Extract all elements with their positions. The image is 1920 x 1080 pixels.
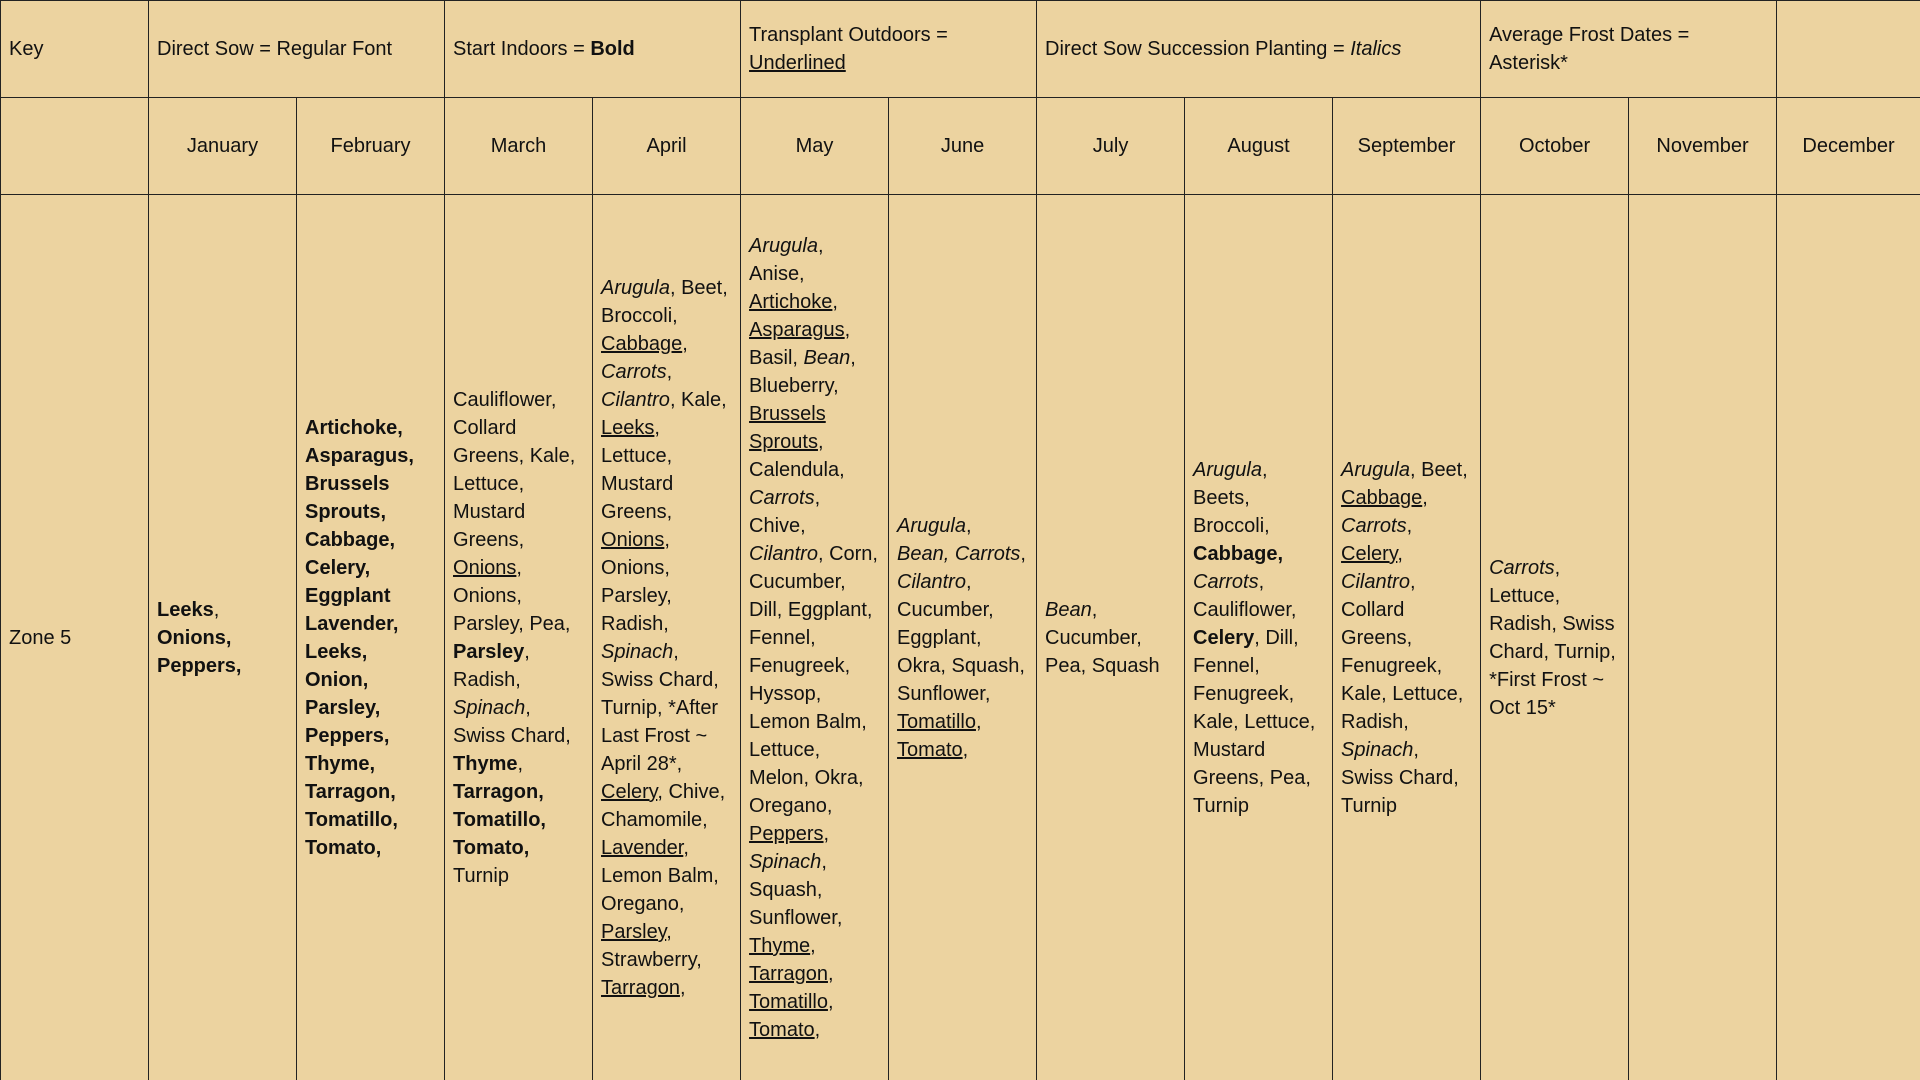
crop-text-segment: Carrots [601,361,667,383]
crop-text-segment: , Swiss Chard, [453,697,571,747]
key-transplant-prefix: Transplant Outdoors = [749,24,948,46]
crop-text-segment: Asparagus [749,319,845,341]
crop-text-segment: , Squash, Sunflower, [749,851,843,929]
crop-text-segment: Onions [453,557,517,579]
month-header: August [1185,98,1333,195]
crop-text-segment: , [1422,487,1428,509]
crop-text-segment: , Lettuce, Mustard Greens, [601,417,674,523]
zone-month-cell [1185,195,1333,1080]
crop-text-segment: , [679,977,686,999]
crop-text-segment: Cauliflower, Collard Greens, Kale, Lettuce, Mustard Greens, [453,389,576,551]
crop-text-segment: Tarragon [749,963,828,985]
crop-text-segment: , Swiss Chard, Turnip [1341,739,1459,817]
key-direct-sow-prefix: Direct Sow = [157,38,277,60]
zone-month-cell [889,195,1037,1080]
crop-text-segment: , Kale, [669,389,727,411]
crop-text-segment: Cabbage [601,333,683,355]
crop-text-segment: , [517,753,524,775]
month-header: January [149,98,297,195]
crop-text-segment: Peppers [749,823,824,845]
crop-text-segment: Tarragon [601,977,680,999]
crop-text-segment: Parsley [453,641,525,663]
month-header: July [1037,98,1185,195]
zone-month-cell [149,195,297,1080]
zone-month-cell [1629,195,1777,1080]
crop-text-segment: Cabbage, [1193,543,1284,565]
crop-text-segment: Onions [601,529,665,551]
crop-text-segment: , Dill, Fennel, Fenugreek, Kale, Lettuce, Mustard Greens, Pea, Turnip [1193,627,1316,817]
crop-text-segment: Spinach [1341,739,1414,761]
key-direct-sow-style: Regular Font [276,38,393,60]
month-header: February [297,98,445,195]
zone-month-cell [593,195,741,1080]
month-header: November [1629,98,1777,195]
crop-text-segment: , Anise, [749,235,824,285]
crop-text-segment: Bean [1045,599,1092,621]
month-header: October [1481,98,1629,195]
crop-text-segment: , Strawberry, [601,921,702,971]
crop-text-segment: Brussels Sprouts [749,403,826,453]
crop-text-segment: Bean, Carrots [897,543,1021,565]
crop-text-segment: , Onions, Parsley, Radish, [601,529,672,635]
crop-text-segment: , [832,291,838,313]
crop-text-segment: , [827,963,834,985]
zone-month-cell [297,195,445,1080]
key-transplant [741,1,1037,98]
crop-text-segment: Tomato [749,1019,815,1041]
crop-text-segment: Artichoke, Asparagus, Brussels Sprouts, Cabbage, Celery, Eggplant Lavender, Leeks, Onion, Parsley, Peppers, Thyme, Tarragon, Tomatillo, Tomato, [305,417,414,859]
crop-text-segment: , [810,935,816,957]
crop-text-segment: Thyme [453,753,518,775]
month-header: December [1777,98,1920,195]
crop-text-segment: Cilantro [601,389,670,411]
zone-month-cell [1333,195,1481,1080]
crop-text-segment: Leeks [157,599,214,621]
key-succession-prefix: Direct Sow Succession Planting = [1045,38,1351,60]
crop-text-segment: Cilantro [1341,571,1410,593]
crop-text-segment: , [965,515,972,537]
crop-text-segment: , Cucumber, Eggplant, Okra, Squash, Sunflower, [897,571,1025,705]
key-row [1,1,1920,98]
crop-text-segment: Carrots [1341,515,1407,537]
crop-text-segment: Arugula [1193,459,1262,481]
crop-text-segment: , [682,333,688,355]
zone-month-cell [741,195,889,1080]
crop-text-segment: , [1020,543,1026,565]
crop-text-segment: , Beets, Broccoli, [1193,459,1270,537]
crop-text-segment: Arugula [1341,459,1410,481]
crop-text-segment: Carrots [1193,571,1259,593]
key-start-indoors-prefix: Start Indoors = [453,38,591,60]
crop-text-segment: Spinach [453,697,526,719]
crop-text-segment: Leeks [601,417,655,439]
crop-text-segment: , [823,823,830,845]
crop-text-segment: Celery [1193,627,1255,649]
key-start-indoors [445,1,741,98]
month-row-label [1,98,149,195]
crop-text-segment: , Basil, [749,319,851,369]
zone-month-cell [1777,195,1920,1080]
crop-text-segment: , Chive, Chamomile, [601,781,726,831]
crop-text-segment: , Cucumber, Pea, Squash [1045,599,1160,677]
crop-text-segment: Artichoke [749,291,833,313]
crop-text-segment: , [962,739,969,761]
crop-text-segment: , Swiss Chard, Turnip, *After Last Frost ~ April 28*, [601,641,719,775]
crop-text-segment: , Lemon Balm, Oregano, [601,837,719,915]
crop-text-segment: Tomatillo [897,711,976,733]
zone-label: Zone 5 [1,195,149,1080]
crop-text-segment: Lavender [601,837,684,859]
crop-text-segment: Arugula [601,277,670,299]
key-transplant-style: Underlined [749,52,846,74]
month-header: September [1333,98,1481,195]
crop-text-segment: , Calendula, [749,431,845,481]
crop-text-segment: , Beet, Broccoli, [601,277,728,327]
crop-text-segment: , [814,1019,821,1041]
crop-text-segment: , Corn, Cucumber, Dill, Eggplant, Fennel, Fenugreek, Hyssop, Lemon Balm, Lettuce, Melon, Okra, Oregano, [749,543,878,817]
key-succession-style: Italics [1350,38,1402,60]
crop-text-segment: Arugula [749,235,818,257]
zone-month-cell [445,195,593,1080]
month-header: April [593,98,741,195]
key-direct-sow [149,1,445,98]
crop-text-segment: , Blueberry, [749,347,856,397]
crop-text-segment: Spinach [749,851,822,873]
crop-text-segment: , [666,361,673,383]
crop-text-segment: Onions, [157,627,232,649]
month-header: May [741,98,889,195]
crop-text-segment: Spinach [601,641,674,663]
crop-text-segment: , Beet, [1409,459,1468,481]
crop-text-segment: , Collard Greens, Fenugreek, Kale, Lettuce, Radish, [1341,571,1464,733]
crop-text-segment: , [213,599,220,621]
crop-text-segment: Tomatillo [749,991,828,1013]
crop-text-segment: Celery [1341,543,1398,565]
crop-text-segment: Tomato [897,739,963,761]
month-row [1,98,1920,195]
key-empty-cell [1777,1,1920,98]
crop-text-segment: , Chive, [749,487,821,537]
zone-month-cell [1481,195,1629,1080]
zone-month-cell [1037,195,1185,1080]
month-header: March [445,98,593,195]
month-header: June [889,98,1037,195]
crop-text-segment: Turnip [453,865,509,887]
crop-text-segment: , Onions, Parsley, Pea, [453,557,571,635]
crop-text-segment: , Lettuce, Radish, Swiss Chard, Turnip, *First Frost ~ Oct 15* [1489,557,1616,719]
crop-text-segment: Carrots [1489,557,1555,579]
zone-row [1,195,1920,1080]
key-succession [1037,1,1481,98]
key-label: Key [1,1,149,98]
crop-text-segment: , Radish, [453,641,530,691]
crop-text-segment: , [827,991,834,1013]
crop-text-segment: Bean [803,347,851,369]
key-frost: Average Frost Dates = Asterisk* [1481,1,1777,98]
crop-text-segment: , [1397,543,1403,565]
crop-text-segment: Thyme [749,935,811,957]
crop-text-segment: , Cauliflower, [1193,571,1297,621]
key-start-indoors-style: Bold [590,38,635,60]
crop-text-segment: Cabbage [1341,487,1423,509]
crop-text-segment: Cilantro [749,543,818,565]
crop-text-segment: Celery [601,781,658,803]
crop-text-segment: Arugula [897,515,966,537]
crop-text-segment: , [1406,515,1413,537]
crop-text-segment: Carrots [749,487,815,509]
crop-text-segment: Tarragon, Tomatillo, Tomato, [453,781,546,859]
crop-text-segment: Cilantro [897,571,966,593]
crop-text-segment: Peppers, [157,655,242,677]
crop-text-segment: Parsley [601,921,667,943]
crop-text-segment: , [975,711,982,733]
